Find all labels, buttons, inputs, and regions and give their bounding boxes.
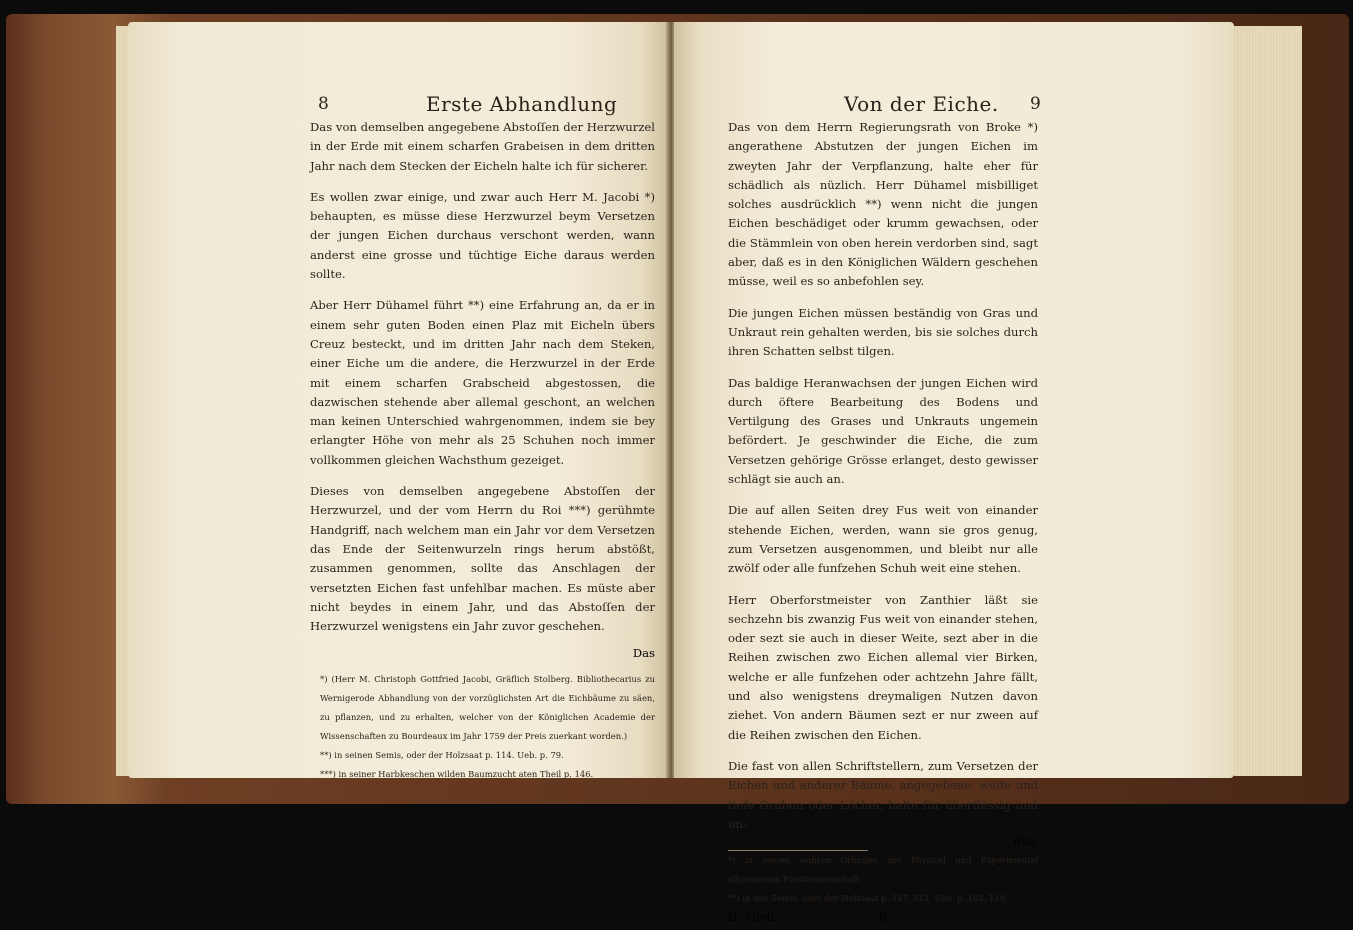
right-paragraph-6: Die fast von allen Schriftstellern, zum Versetzen der Eichen und anderer Bäume, angegebene, weite und tiefe Gruben oder Löcher, halte für überflüssig und un- — [728, 758, 1038, 831]
left-catchword: Das — [632, 646, 655, 661]
left-footnote-3: ***) in seiner Harbkeschen wilden Baumzucht aten Theil p. 146. — [320, 769, 594, 780]
signature-mark: B — [878, 910, 887, 925]
right-paragraph-1: Das von dem Herrn Regierungsrath von Broke *) angerathene Abstutzen der jungen Eichen im zweyten Jahr der Verpflanzung, halte eher für schädlich als nüzlich. Herr Dühamel misbilliget solches ausdrücklich **) wenn nicht die jungen Eichen beschädiget oder krumm gewachsen, oder die Stämmlein von oben herein verdorben sind, sagt aber, daß es in den Königlichen Wäldern geschehen müsse, weil es so anbefohlen sey. — [728, 120, 1038, 289]
right-running-title: Von der Eiche. — [844, 92, 999, 116]
right-catchword: nüz, — [1013, 834, 1038, 849]
right-paragraph-3: Das baldige Heranwachsen der jungen Eichen wird durch öftere Bearbeitung des Bodens und Vertilgung des Grases und Unkrauts ungemein befördert. Je geschwinder die Eiche, die zum Versetzen gehörige Grösse erlanget, desto gewisser schlägt sie auch an. — [728, 375, 1038, 487]
left-footnotes — [310, 670, 655, 784]
left-paragraph-2: Es wollen zwar einige, und zwar auch Herr M. Jacobi *) behaupten, es müsse diese Herzwurzel beym Versetzen der jungen Eichen durchaus verschont werden, wann anderst eine grosse und tüchtige Eiche daraus werden sollte. — [310, 189, 655, 282]
left-page-number: 8 — [318, 94, 329, 114]
right-paragraph-4: Die auf allen Seiten drey Fus weit von einander stehende Eichen, werden, wann sie gros genug, zum Versetzen ausgenommen, und bleibt nur alle zwölf oder alle funfzehen Schuh weit eine stehen. — [728, 503, 1038, 576]
right-paragraph-2: Die jungen Eichen müssen beständig von Gras und Unkraut rein gehalten werden, bis sie solches durch ihren Schatten selbst tilgen. — [728, 305, 1038, 359]
right-paragraph-5: Herr Oberforstmeister von Zanthier läßt sie sechzehn bis zwanzig Fus weit von einander stehen, oder sezt sie auch in dieser Weite, sezt aber in die Reihen zwischen zwo Eichen allemal vier Birken, welche er alle funfzehen oder achtzehn Jahre fällt, und also wenigstens dreymaligen Nutzen davon ziehet. Von andern Bäumen sezt er nur zween auf die Reihen zwischen den Eichen. — [728, 592, 1038, 742]
signature-part: II. Theil. — [728, 910, 778, 925]
left-paragraph-4: Dieses von demselben angegebene Abstoſſen der Herzwurzel, und der vom Herrn du Roi ***) gerühmte Handgriff, nach welchem man ein Jahr vor dem Versetzen das Ende der Seitenwurzeln rings herum abstößt, zusammen genommen, sollte das Anschlagen der versetzten Eichen fast unfehlbar machen. Es müste aber nicht beydes in einem Jahr, und das Abstoſſen der Herzwurzel wenigstens ein Jahr zuvor geschehen. — [310, 484, 655, 634]
right-body — [728, 118, 1038, 930]
right-page-edges — [1234, 26, 1302, 776]
right-footnote-1: *) in seinen wahren Gründen der Physical und Experimental allgemeinen Forstwissenschaft. — [728, 855, 1038, 885]
right-page-number: 9 — [1030, 94, 1041, 114]
signature-line — [728, 910, 1038, 930]
right-footnote-2: **) in den Semis, oder der Holzsaat p. 147, 312. Ueb. p. 102, 119. — [728, 893, 1008, 904]
left-body — [310, 118, 655, 784]
left-paragraph-3: Aber Herr Dühamel führt **) eine Erfahrung an, da er in einem sehr guten Boden einen Plaz mit Eicheln übers Creuz besteckt, und im dritten Jahr nach dem Steken, einer Eiche um die andere, die Herzwurzel in der Erde mit einem scharfen Grabscheid abgestossen, die dazwischen stehende aber allemal geschont, an welchen man keinen Unterschied wahrgenommen, indem sie bey erlangter Höhe von mehr als 25 Schuhen noch immer vollkommen gleichen Wachsthum gezeiget. — [310, 298, 655, 467]
left-running-title: Erste Abhandlung — [426, 92, 618, 116]
left-footnote-1: *) (Herr M. Christoph Gottfried Jacobi, Gräflich Stolberg. Bibliothecarius zu Wernigerode Abhandlung von der vorzüglichsten Art die Eichbäume zu säen, zu pflanzen, und zu erhalten, welcher von der Königlichen Academie der Wissenschaften zu Bourdeaux im Jahr 1759 der Preis zuerkant worden.) — [320, 674, 655, 742]
left-paragraph-1: Das von demselben angegebene Abstoſſen der Herzwurzel in der Erde mit einem scharfen Grabeisen in dem dritten Jahr nach dem Stecken der Eicheln halte ich für sicherer. — [310, 120, 655, 173]
left-footnote-2: **) in seinen Semis, oder der Holzsaat p. 114. Ueb. p. 79. — [320, 750, 564, 761]
